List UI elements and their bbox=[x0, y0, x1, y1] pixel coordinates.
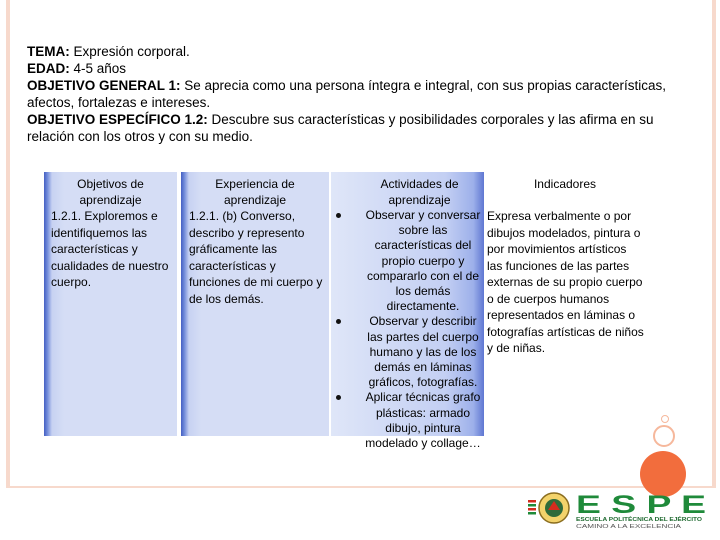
list-item bbox=[331, 208, 484, 314]
espe-logo bbox=[528, 488, 720, 540]
bullet-icon bbox=[336, 213, 341, 218]
logo-tagline: CAMINO A LA EXCELENCIA bbox=[576, 524, 682, 530]
objetivo-especifico-label: OBJETIVO ESPECÍFICO 1.2: bbox=[27, 112, 208, 127]
tema-value: Expresión corporal. bbox=[69, 44, 190, 59]
tema-label: TEMA: bbox=[27, 44, 70, 59]
list-item bbox=[331, 314, 484, 390]
decorative-ring bbox=[653, 425, 675, 447]
objetivo-especifico-line bbox=[27, 111, 667, 145]
cell-objetivos: 1.2.1. Exploremos e identifiquemos las características y cualidades de nuestro cuerpo. bbox=[51, 209, 169, 289]
cell-indicadores: Expresa verbalmente o por dibujos modelados, pintura o por movimientos artísticos las funciones de las partes externas de su propio cuerpo o de cuerpos humanos representados en láminas o fotografías artísticas de niños y de niñas. bbox=[487, 209, 644, 355]
column-objetivos bbox=[44, 172, 177, 436]
logo-letters: E S P E bbox=[576, 491, 706, 519]
actividad-text: Aplicar técnicas grafo plásticas: armado dibujo, pintura modelado y collage… bbox=[365, 390, 481, 451]
cell-experiencia: 1.2.1. (b) Converso, describo y represento gráficamente las características y funciones de mi cuerpo y de los demás. bbox=[189, 209, 323, 306]
bullet-icon bbox=[336, 395, 341, 400]
objetivo-general-line bbox=[27, 77, 667, 111]
header-experiencia: Experiencia de aprendizaje bbox=[215, 177, 295, 207]
objetivo-general-value: Se aprecia como una persona íntegra e integral, con sus propias características, afectos, fortalezas e intereses. bbox=[27, 78, 667, 110]
slide-header bbox=[27, 43, 667, 145]
planning-table bbox=[44, 172, 644, 451]
column-actividades bbox=[331, 172, 484, 451]
slide-frame-left bbox=[6, 0, 10, 488]
column-indicadores bbox=[486, 172, 644, 436]
actividad-text: Observar y describir las partes del cuerpo humano y las de los demás en láminas gráficos, fotografías. bbox=[367, 314, 479, 390]
edad-label: EDAD: bbox=[27, 61, 70, 76]
bullet-icon bbox=[336, 319, 341, 324]
header-objetivos: Objetivos de aprendizaje bbox=[77, 177, 144, 207]
header-actividades: Actividades de aprendizaje bbox=[380, 177, 459, 207]
logo-subtitle: ESCUELA POLITÉCNICA DEL EJÉRCITO bbox=[576, 517, 677, 523]
objetivo-general-label: OBJETIVO GENERAL 1: bbox=[27, 78, 181, 93]
list-item bbox=[331, 390, 484, 451]
actividad-text: Observar y conversar sobre las características del propio cuerpo y compararlo con el de los demás directamente. bbox=[365, 208, 481, 314]
tema-line bbox=[27, 43, 667, 60]
edad-line bbox=[27, 60, 667, 77]
edad-value: 4-5 años bbox=[69, 61, 127, 76]
slide-frame-right bbox=[712, 0, 716, 488]
column-experiencia bbox=[181, 172, 329, 436]
header-indicadores: Indicadores bbox=[533, 177, 597, 191]
seal-icon bbox=[539, 493, 569, 523]
actividades-list bbox=[331, 208, 484, 451]
objetivo-especifico-value: Descubre sus características y posibilidades corporales y las afirma en su relación con los otros y con su medio. bbox=[27, 112, 654, 144]
decorative-small-ring bbox=[661, 415, 669, 423]
